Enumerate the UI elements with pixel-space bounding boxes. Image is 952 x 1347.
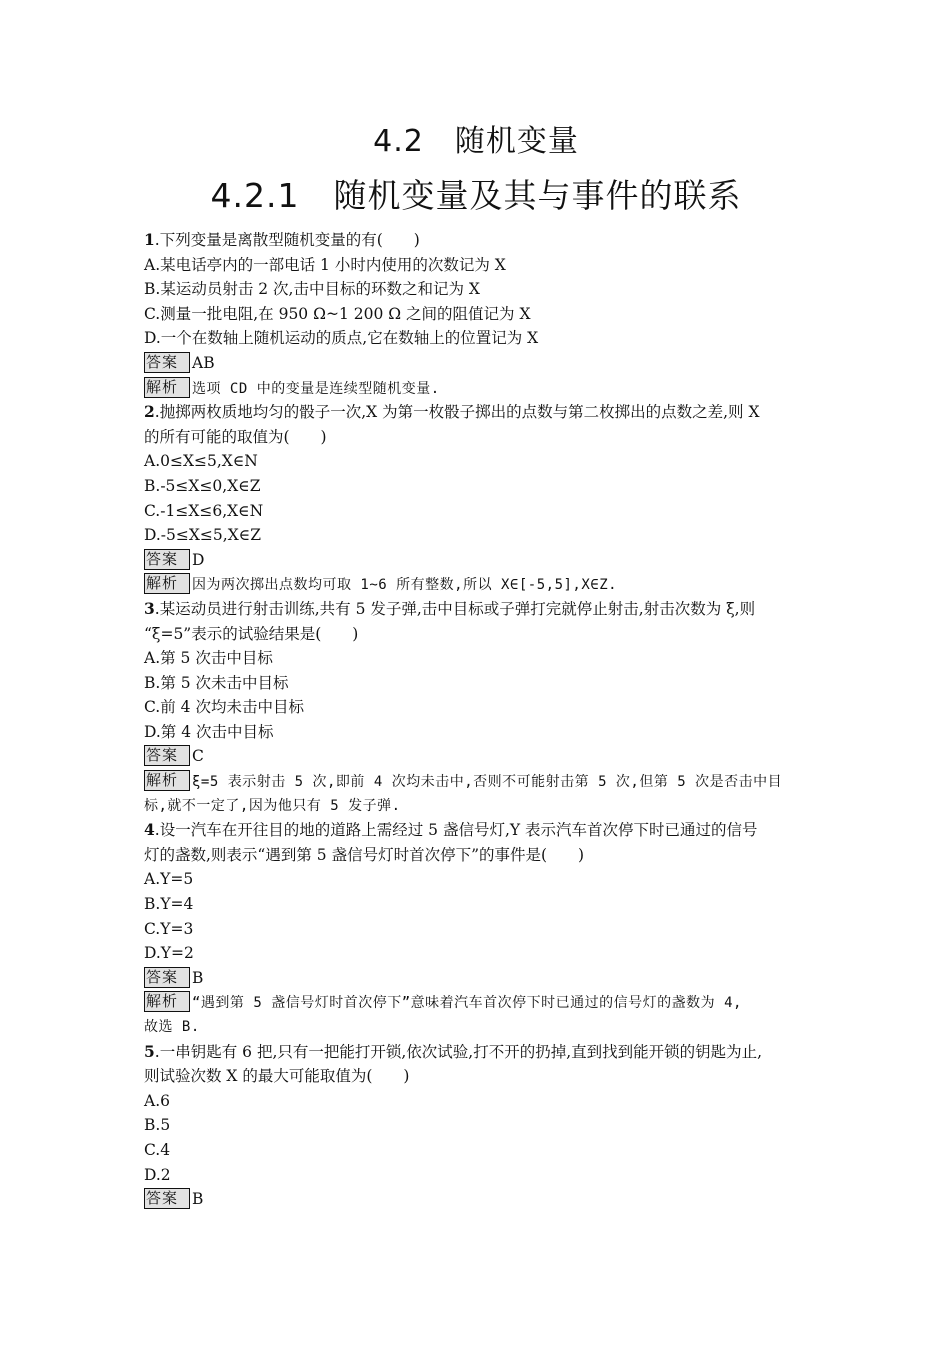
answer-label: 答案 (144, 745, 190, 766)
question-1-stem: 1.下列变量是离散型随机变量的有( ) (144, 230, 420, 249)
question-1-analysis (144, 376, 814, 401)
question-2-option-a: A.0≤X≤5,X∈N (144, 452, 258, 471)
question-3-option-c: C.前 4 次均未击中目标 (144, 698, 304, 717)
question-3-answer (144, 744, 814, 769)
analysis-label: 解析 (144, 377, 190, 398)
question-2-option-d: D.-5≤X≤5,X∈Z (144, 526, 261, 545)
question-number: 1 (144, 230, 155, 249)
analysis-text: 因为两次掷出点数均可取 1~6 所有整数,所以 X∈[-5,5],X∈Z. (192, 577, 618, 594)
question-1-answer (144, 351, 814, 376)
answer-value: B (192, 968, 204, 987)
question-2-stem-line-2: 的所有可能的取值为( ) (144, 427, 327, 446)
section-title: 4.2 随机变量 (373, 124, 579, 159)
question-2-option-b: B.-5≤X≤0,X∈Z (144, 476, 261, 495)
analysis-label: 解析 (144, 573, 190, 594)
question-4-option-a: A.Y=5 (144, 870, 194, 889)
question-3-stem-line-1: 3.某运动员进行射击训练,共有 5 发子弹,击中目标或子弹打完就停止射击,射击次数为 ξ,则 (144, 598, 756, 618)
answer-label: 答案 (144, 967, 190, 988)
question-3-stem-line-2: “ξ=5”表示的试验结果是( ) (144, 624, 359, 643)
question-2-stem-line-1: 2.抛掷两枚质地均匀的骰子一次,X 为第一枚骰子掷出的点数与第二枚掷出的点数之差,则 X (144, 402, 760, 422)
question-2-option-c: C.-1≤X≤6,X∈N (144, 501, 264, 520)
question-3-option-d: D.第 4 次击中目标 (144, 722, 274, 741)
analysis-label: 解析 (144, 991, 190, 1012)
question-4-answer (144, 966, 814, 991)
question-number: 4 (144, 820, 155, 840)
question-4-option-c: C.Y=3 (144, 919, 194, 938)
question-3-option-a: A.第 5 次击中目标 (144, 649, 273, 668)
answer-value: C (192, 747, 204, 766)
question-3-analysis-line-1 (144, 769, 814, 794)
question-number: 3 (144, 598, 155, 618)
analysis-text: ξ=5 表示射击 5 次,即前 4 次均未击中,否则不可能射击第 5 次,但第 5 次是否击中目 (192, 774, 783, 791)
question-1-option-d: D.一个在数轴上随机运动的质点,它在数轴上的位置记为 X (144, 329, 539, 348)
question-5-option-c: C.4 (144, 1140, 171, 1159)
answer-label: 答案 (144, 549, 190, 570)
question-number: 2 (144, 402, 155, 422)
analysis-text: “遇到第 5 盏信号灯时首次停下”意味着汽车首次停下时已通过的信号灯的盏数为 4, (192, 995, 742, 1012)
question-2-analysis (144, 572, 814, 597)
question-3-analysis-line-2: 标,就不一定了,因为他只有 5 发子弹. (144, 797, 401, 814)
answer-label: 答案 (144, 1188, 190, 1209)
question-1-option-c: C.测量一批电阻,在 950 Ω~1 200 Ω 之间的阻值记为 X (144, 304, 531, 323)
question-5-stem-line-1: 5.一串钥匙有 6 把,只有一把能打开锁,依次试验,打不开的扔掉,直到找到能开锁的钥匙为止, (144, 1041, 763, 1061)
question-4-option-d: D.Y=2 (144, 944, 194, 963)
analysis-text: 选项 CD 中的变量是连续型随机变量. (192, 380, 440, 397)
answer-value: B (192, 1190, 204, 1209)
question-4-stem-line-2: 灯的盏数,则表示“遇到第 5 盏信号灯时首次停下”的事件是( ) (144, 845, 585, 864)
question-3-option-b: B.第 5 次未击中目标 (144, 673, 289, 692)
subsection-title: 4.2.1 随机变量及其与事件的联系 (210, 176, 742, 215)
question-5-stem-line-2: 则试验次数 X 的最大可能取值为( ) (144, 1067, 410, 1086)
question-5-option-b: B.5 (144, 1116, 171, 1135)
answer-value: AB (192, 353, 215, 372)
question-number: 5 (144, 1041, 155, 1061)
question-5-option-d: D.2 (144, 1165, 171, 1184)
question-5-answer (144, 1187, 814, 1212)
answer-label: 答案 (144, 352, 190, 373)
question-2-answer (144, 548, 814, 573)
answer-value: D (192, 550, 205, 569)
question-4-stem-line-1: 4.设一汽车在开往目的地的道路上需经过 5 盏信号灯,Y 表示汽车首次停下时已通过的信号 (144, 820, 758, 840)
question-list (144, 228, 814, 1212)
analysis-label: 解析 (144, 770, 190, 791)
question-4-analysis-line-2: 故选 B. (144, 1019, 200, 1035)
question-1-option-a: A.某电话亭内的一部电话 1 小时内使用的次数记为 X (144, 255, 506, 274)
question-5-option-a: A.6 (144, 1091, 170, 1110)
question-4-analysis-line-1 (144, 990, 814, 1015)
question-1-option-b: B.某运动员射击 2 次,击中目标的环数之和记为 X (144, 280, 480, 299)
question-4-option-b: B.Y=4 (144, 895, 194, 914)
